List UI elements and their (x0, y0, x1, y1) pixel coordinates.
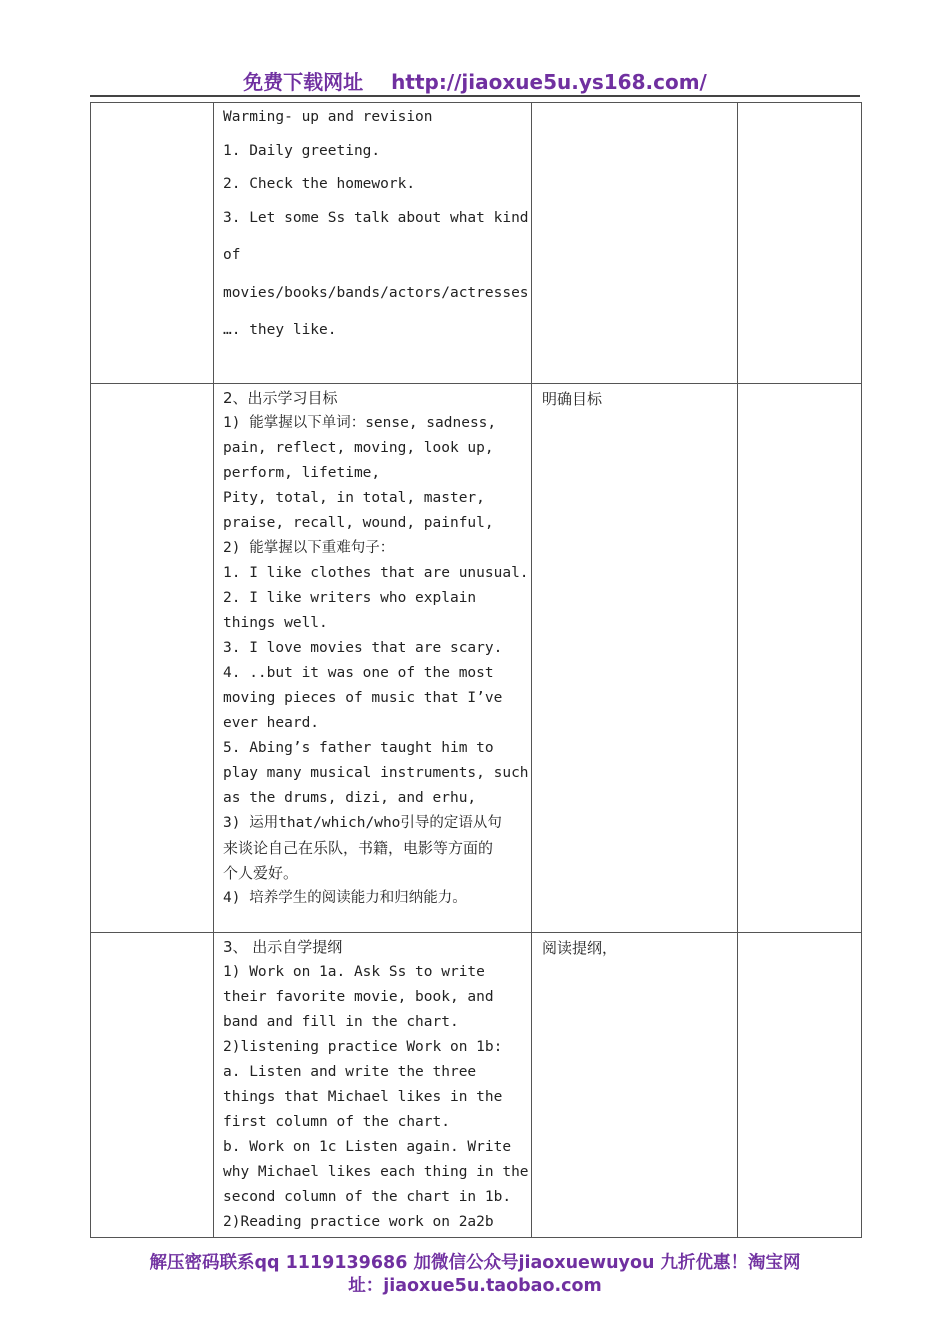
content-line: …. they like. (223, 322, 337, 338)
footer-line-1: 解压密码联系qq 1119139686 加微信公众号jiaoxuewuyou 九折优惠！淘宝网 (149, 1253, 801, 1273)
table-row-warming-up (91, 103, 862, 384)
content-line: play many musical instruments, such (223, 765, 529, 781)
content-line: things that Michael likes in the (223, 1089, 503, 1105)
content-line: 2. Check the homework. (223, 176, 416, 192)
content-line: 个人爱好。 (223, 864, 299, 882)
row3-extra-cell (738, 933, 862, 1238)
content-line: 2)listening practice Work on 1b: (223, 1039, 503, 1055)
content-line: perform, lifetime, (223, 465, 381, 481)
content-line: pain, reflect, moving, look up, (223, 440, 494, 456)
content-line: ever heard. (223, 715, 320, 731)
content-line: 5. Abing’s father taught him to (223, 740, 494, 756)
content-line: 1. I like clothes that are unusual. (223, 565, 529, 581)
content-line: b. Work on 1c Listen again. Write (223, 1139, 512, 1155)
row3-note-cell: 阅读提纲， (532, 933, 738, 1238)
row1-content-cell (214, 103, 532, 384)
content-line: 2. I like writers who explain (223, 590, 477, 606)
content-line: 2) 能掌握以下重难句子： (223, 540, 395, 556)
footer-line-2: 址：jiaoxue5u.taobao.com (348, 1276, 602, 1296)
header-rule (90, 95, 860, 97)
content-line: 3. Let some Ss talk about what kind (223, 209, 529, 226)
lesson-plan-table (90, 102, 862, 1238)
row1-blank-cell (91, 103, 214, 384)
content-line: their favorite movie, book, and (223, 989, 494, 1005)
content-line: 3. I love movies that are scary. (223, 640, 503, 656)
content-line: 1) 能掌握以下单词：sense, sadness, (223, 415, 497, 431)
row3-blank-cell (91, 933, 214, 1238)
content-line: 来谈论自己在乐队，书籍，电影等方面的 (223, 839, 494, 857)
content-line: a. Listen and write the three (223, 1064, 477, 1080)
content-line: things well. (223, 615, 328, 631)
row3-content-cell (214, 933, 532, 1238)
row2-content-cell (214, 384, 532, 933)
page-header (0, 66, 950, 95)
content-line: second column of the chart in 1b. (223, 1189, 512, 1205)
content-line: 4. ..but it was one of the most (223, 665, 494, 681)
header-url-link[interactable]: http://jiaoxue5u.ys168.com/ (391, 70, 707, 94)
content-line: 1. Daily greeting. (223, 142, 381, 159)
content-line: first column of the chart. (223, 1114, 450, 1130)
content-line: why Michael likes each thing in the (223, 1164, 529, 1180)
page-footer (0, 1252, 950, 1298)
content-line: as the drums, dizi, and erhu, (223, 790, 477, 806)
row2-extra-cell (738, 384, 862, 933)
row1-extra-cell (738, 103, 862, 384)
row1-note-cell (532, 103, 738, 384)
table-row-self-study-outline (91, 933, 862, 1238)
content-line: 2、出示学习目标 (223, 389, 338, 407)
content-line: 3、 出示自学提纲 (223, 938, 343, 956)
content-line: of (223, 247, 241, 263)
content-line: band and fill in the chart. (223, 1014, 459, 1030)
row2-note-cell: 明确目标 (532, 384, 738, 933)
content-line: Warming- up and revision (223, 109, 433, 125)
table-row-learning-objectives (91, 384, 862, 933)
content-line: 2)Reading practice work on 2a2b (223, 1214, 494, 1230)
content-line: Pity, total, in total, master, (223, 490, 485, 506)
content-line: praise, recall, wound, painful, (223, 515, 494, 531)
content-line: 1) Work on 1a. Ask Ss to write (223, 964, 485, 980)
content-line: movies/books/bands/actors/actresses (223, 284, 529, 301)
header-label: 免费下载网址 (243, 70, 364, 94)
row2-blank-cell (91, 384, 214, 933)
content-line: 3) 运用that/which/who引导的定语从句 (223, 815, 502, 831)
content-line: moving pieces of music that I’ve (223, 690, 503, 706)
content-line: 4) 培养学生的阅读能力和归纳能力。 (223, 890, 467, 906)
